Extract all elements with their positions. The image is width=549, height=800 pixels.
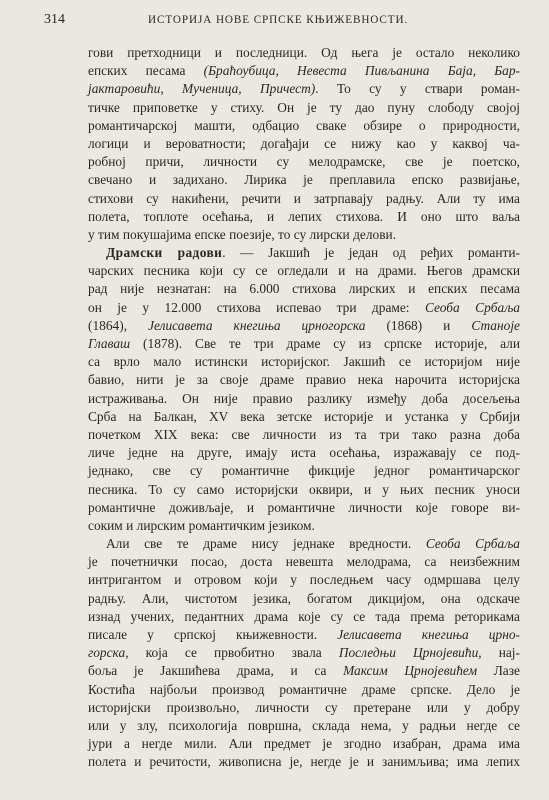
text-run: истраживања. Он није правио разлику између доба досељења — [88, 390, 520, 406]
text-run: стихови су накићени, речити и затрпавају радњу. Али ту има — [88, 190, 520, 206]
text-line — [88, 444, 520, 462]
text-run: гови претходници и последници. Од њега је остало неколико — [88, 45, 520, 60]
text-line — [88, 681, 520, 699]
text-line — [88, 517, 520, 535]
paragraph-epic-poems — [88, 44, 520, 244]
text-run: , нај- — [478, 645, 520, 661]
paragraph-dramatic-works — [88, 244, 520, 535]
italic-title: Станоје — [471, 317, 520, 333]
text-line — [88, 335, 520, 353]
text-run: . То су у ствари роман- — [315, 81, 520, 97]
text-run: у тим покушајима епске поезије, то су лирски делови. — [88, 226, 397, 242]
text-line — [88, 426, 520, 444]
italic-title: горска — [88, 645, 126, 661]
text-run: (1864), — [88, 317, 149, 333]
text-line — [88, 553, 520, 571]
text-line — [88, 608, 520, 626]
text-line — [88, 153, 520, 171]
text-line — [88, 717, 520, 735]
text-line — [88, 135, 520, 153]
text-run: романтичарској машти, одбацио сваке обзире о природности, — [88, 117, 520, 133]
text-line — [88, 735, 520, 753]
text-run: Али све те драме нису једнаке вредности. — [106, 536, 426, 552]
text-line — [88, 208, 520, 226]
text-line — [88, 390, 520, 408]
text-line — [88, 262, 520, 280]
text-run: писале у српској књижевности. — [88, 627, 338, 642]
text-line — [88, 462, 520, 480]
text-run: историјски произвољно, личности су претеране или у добру — [88, 699, 520, 715]
text-run: бавио, нити је за своје драме правио нека нарочита историјска — [88, 372, 520, 388]
text-line — [88, 644, 520, 662]
text-run: почетком XIX века: све личности из та три тако разна доба — [88, 426, 520, 442]
paragraph-drama-evaluation — [88, 535, 520, 771]
text-line — [88, 753, 520, 771]
text-run: радњу. Али, чистотом језика, богатом дикцијом, она одскаче — [88, 590, 520, 606]
italic-title: Сеоба Србаља — [424, 299, 520, 315]
italic-title: Последњи Црнојевићи — [338, 645, 479, 661]
text-run: личе једне на друге, имају иста осећања, изражавају се под- — [88, 445, 520, 461]
text-line — [88, 99, 520, 117]
text-run: он је у 12.000 стихова испевао три драме: — [88, 299, 425, 315]
text-run: са врло мало истински историјског. Јакшић се историјом није — [88, 354, 520, 370]
text-run: логици и вероватности; догађаји се нижу као у каквој ча- — [88, 135, 520, 151]
text-run: боља је Јакшићева драма, и са — [88, 663, 344, 679]
text-line — [88, 280, 520, 298]
text-run: . — Јакшић је један од ређих романти- — [222, 245, 520, 261]
text-line — [88, 190, 520, 208]
text-run: Срба на Балкан, XV века зетске историје и устанка у Србији — [88, 408, 520, 424]
text-run: соким и лирским романтичким језиком. — [88, 517, 315, 533]
text-line — [88, 481, 520, 499]
text-line — [88, 244, 520, 262]
text-run: чарских песника који су се огледали и на драми. Његов драмски — [88, 263, 520, 279]
page-number: 314 — [44, 12, 65, 27]
text-line — [88, 571, 520, 589]
text-run: романтичне доживљаје, и романтичне личности које говоре ви- — [88, 499, 520, 515]
text-line — [88, 499, 520, 517]
text-line — [88, 80, 520, 98]
text-run: рад није незнатан: на 6.000 стихова лирских и епских песама — [88, 281, 520, 297]
text-run: полета и речитости, живописна је, негде је и занимљива; има лепих — [88, 754, 520, 770]
text-run: изнад учених, педантних драма које су се тада према реторикама — [88, 608, 520, 624]
text-line — [88, 299, 520, 317]
italic-title: Сеоба Србаља — [425, 536, 520, 552]
text-run: робној причи, личности су мелодрамске, све је поетско, — [88, 154, 520, 170]
text-run: интригантом и отровом који у последњем часу одмршава целу — [88, 572, 520, 588]
text-line — [88, 662, 520, 680]
text-run: једнако, све су романтичне фикције једног романтичарског — [88, 463, 520, 479]
italic-title: (Браћоубица, Невеста Пивљанина Баја, Бар- — [203, 63, 520, 79]
text-run: је почетнички посао, доста невешта мелодрама, са неизбежним — [88, 554, 520, 570]
text-line — [88, 62, 520, 80]
text-line — [88, 226, 520, 244]
section-heading: Драмски радови — [106, 245, 223, 261]
text-run: или у злу, психологија површна, склада нема, у радњи негде се — [88, 717, 520, 733]
italic-title: Јелисавета кнегиња црно- — [337, 627, 520, 642]
text-line — [88, 408, 520, 426]
running-title: ИСТОРИЈА НОВЕ СРПСКЕ КЊИЖЕВНОСТИ. — [148, 14, 409, 26]
italic-title: јактаровићи, Мученица, Причест) — [88, 81, 316, 97]
text-run: Лазе — [477, 663, 520, 679]
italic-title: Главаш — [88, 336, 131, 351]
text-line — [88, 317, 520, 335]
text-run: тичке приповетке у стиху. Он је ту дао пуну слободу својој — [88, 99, 520, 115]
text-run: свечано и задихано. Лирика је преплавила епско развијање, — [88, 172, 520, 188]
text-line — [88, 44, 520, 62]
text-run: полета, топлоте осећања, и лепих стихова. И оно што ваља — [88, 208, 520, 224]
text-line — [88, 353, 520, 371]
text-run: (1878). Све те три драме су из српске историје, али — [130, 336, 520, 351]
text-line — [88, 535, 520, 553]
text-line — [88, 117, 520, 135]
text-line — [88, 171, 520, 189]
italic-title: Јелисавета кнегиња црногорска — [148, 317, 366, 333]
text-line — [88, 371, 520, 389]
text-run: Костића најбољи производ романтичне драме српске. Дело је — [88, 681, 520, 697]
running-head — [44, 12, 522, 32]
text-run: , која се првобитно звала — [125, 645, 339, 661]
italic-title: Максим Црнојевићем — [343, 663, 478, 679]
text-line — [88, 699, 520, 717]
text-run: (1868) и — [365, 317, 472, 333]
text-run: јури а негде мили. Али предмет је згодно изабран, драма има — [88, 736, 520, 752]
text-run: епских песама — [88, 63, 204, 79]
text-line — [88, 626, 520, 644]
text-run: песника. То су само историјски оквири, и у њих песник уноси — [88, 481, 520, 497]
text-line — [88, 590, 520, 608]
text-body — [88, 44, 520, 772]
